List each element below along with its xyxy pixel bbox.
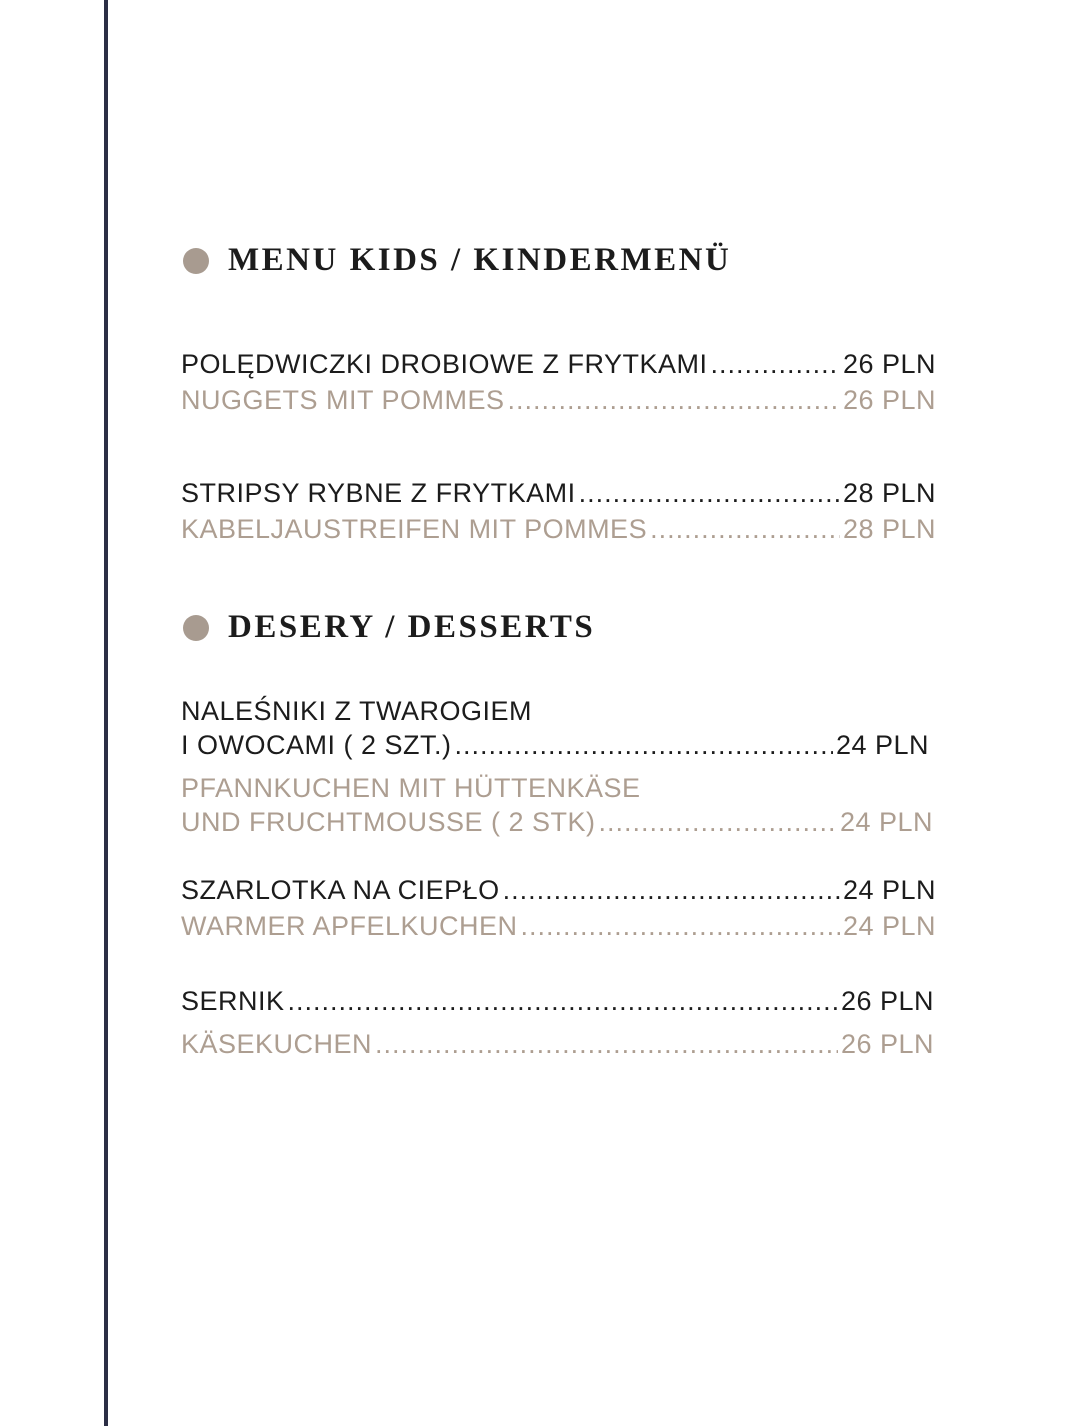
menu-item-de: UND FRUCHTMOUSSE ( 2 STK) ..... 24 PLN bbox=[181, 807, 933, 843]
dot-leader bbox=[521, 911, 840, 942]
dot-leader bbox=[503, 875, 840, 906]
section-title: MENU KIDS / KINDERMENÜ bbox=[228, 242, 732, 278]
dot-leader bbox=[599, 807, 837, 838]
bullet-icon bbox=[183, 248, 209, 274]
bullet-icon bbox=[183, 615, 209, 641]
dot-leader bbox=[579, 478, 840, 509]
dot-leader bbox=[650, 514, 840, 545]
dot-leader bbox=[288, 986, 838, 1017]
page-spine-line bbox=[104, 0, 108, 1426]
menu-item-de: KÄSEKUCHEN ..... 26 PLN bbox=[181, 1029, 934, 1065]
dot-leader bbox=[711, 349, 840, 380]
menu-item-pl: SZARLOTKA NA CIEPŁO ..... 24 PLN bbox=[181, 875, 936, 911]
section-header-kids bbox=[183, 242, 731, 279]
dot-leader bbox=[508, 385, 840, 416]
menu-item-de-line1: PFANNKUCHEN MIT HÜTTENKÄSE bbox=[181, 773, 641, 803]
menu-item-de: WARMER APFELKUCHEN ..... 24 PLN bbox=[181, 911, 936, 947]
dot-leader bbox=[455, 730, 833, 761]
menu-item-pl: I OWOCAMI ( 2 SZT.) ..... 24 PLN bbox=[181, 730, 929, 766]
section-title: DESERY / DESSERTS bbox=[228, 609, 596, 645]
menu-item-pl: SERNIK ..... 26 PLN bbox=[181, 986, 934, 1022]
menu-item-de: KABELJAUSTREIFEN MIT POMMES ..... 28 PLN bbox=[181, 514, 936, 550]
menu-item-pl: POLĘDWICZKI DROBIOWE Z FRYTKAMI ..... 26 PLN bbox=[181, 349, 936, 385]
menu-item-de: NUGGETS MIT POMMES ..... 26 PLN bbox=[181, 385, 936, 421]
dot-leader bbox=[375, 1029, 838, 1060]
menu-item-pl-line1: NALEŚNIKI Z TWAROGIEM bbox=[181, 696, 533, 726]
menu-item-pl: STRIPSY RYBNE Z FRYTKAMI ..... 28 PLN bbox=[181, 478, 936, 514]
section-header-desserts bbox=[183, 609, 595, 646]
